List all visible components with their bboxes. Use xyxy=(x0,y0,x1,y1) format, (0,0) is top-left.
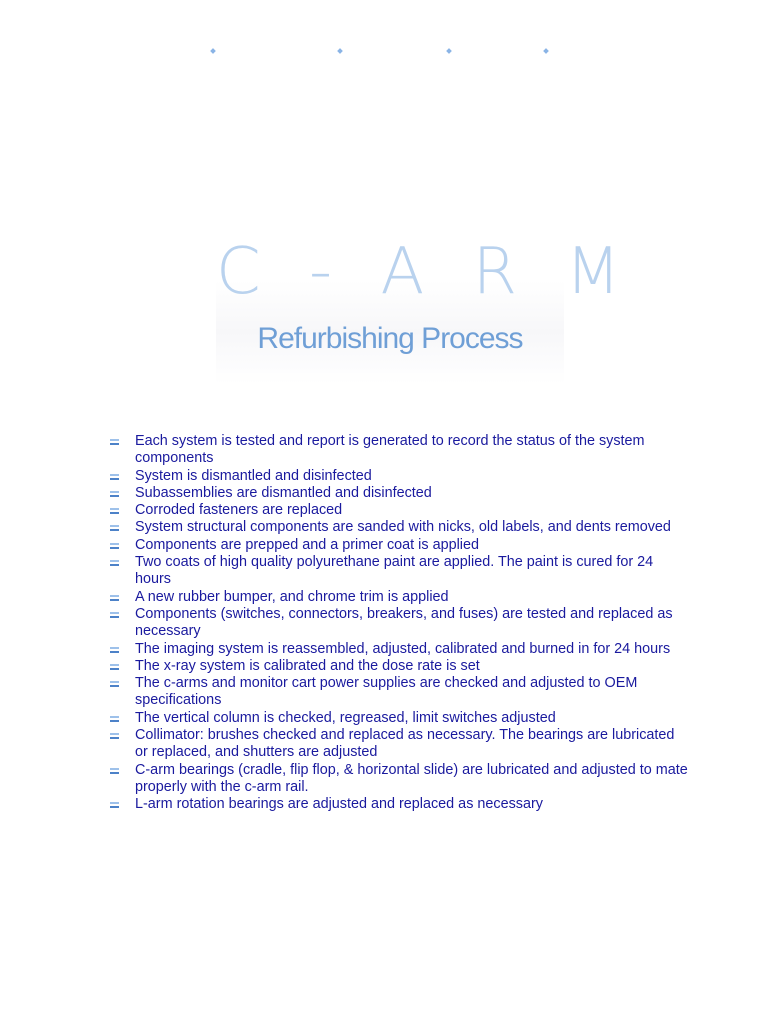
bullet-icon xyxy=(110,525,119,532)
process-step-text: System is dismantled and disinfected xyxy=(135,467,372,484)
process-step xyxy=(109,796,689,813)
process-step-text: C-arm bearings (cradle, flip flop, & horizontal slide) are lubricated and adjusted to mate properly with the c-arm rail. xyxy=(135,761,688,795)
process-step xyxy=(109,675,689,710)
process-step-text: Subassemblies are dismantled and disinfected xyxy=(135,484,432,501)
banner-subtitle: Refurbishing Process xyxy=(257,322,523,355)
process-step-text: The c-arms and monitor cart power supplies are checked and adjusted to OEM specifications xyxy=(135,675,638,709)
process-step xyxy=(109,727,689,762)
process-step-text: The x-ray system is calibrated and the dose rate is set xyxy=(135,657,480,674)
banner-title: C - A R M xyxy=(216,235,635,309)
process-step-text: Corroded fasteners are replaced xyxy=(135,502,343,519)
bullet-icon xyxy=(110,664,119,671)
process-step-text: Components are prepped and a primer coat is applied xyxy=(135,536,479,553)
bullet-icon xyxy=(110,612,119,619)
process-step xyxy=(109,537,689,554)
title-banner xyxy=(216,235,635,384)
decorative-dot xyxy=(446,48,452,54)
process-step xyxy=(109,502,689,519)
process-step xyxy=(109,433,689,468)
process-step-text: Components (switches, connectors, breakers, and fuses) are tested and replaced as necessary xyxy=(135,605,673,640)
process-step-text: Two coats of high quality polyurethane paint are applied. The paint is cured for 24 hours xyxy=(135,554,654,588)
bullet-icon xyxy=(110,543,119,550)
process-step xyxy=(109,589,689,606)
bullet-icon xyxy=(110,647,119,654)
process-step xyxy=(109,606,689,641)
bullet-icon xyxy=(110,439,119,446)
process-step xyxy=(109,641,689,658)
bullet-icon xyxy=(110,716,119,723)
process-step xyxy=(109,710,689,727)
process-step xyxy=(109,485,689,502)
decorative-dot xyxy=(210,48,216,54)
bullet-icon xyxy=(110,491,119,498)
bullet-icon xyxy=(110,681,119,688)
decorative-dot xyxy=(337,48,343,54)
process-step-text: The imaging system is reassembled, adjusted, calibrated and burned in for 24 hours xyxy=(135,640,671,657)
bullet-icon xyxy=(110,802,119,809)
process-step xyxy=(109,554,689,589)
bullet-icon xyxy=(110,595,119,602)
bullet-icon xyxy=(110,768,119,775)
process-step-text: L-arm rotation bearings are adjusted and replaced as necessary xyxy=(135,796,543,813)
process-step xyxy=(109,762,689,797)
process-step-list xyxy=(109,433,689,814)
process-step-text: System structural components are sanded with nicks, old labels, and dents removed xyxy=(135,519,671,536)
process-step-text: Collimator: brushes checked and replaced as necessary. The bearings are lubricated or replaced, and shutters are adjusted xyxy=(135,727,675,761)
bullet-icon xyxy=(110,733,119,740)
decorative-dot xyxy=(543,48,549,54)
process-step-text: The vertical column is checked, regreased, limit switches adjusted xyxy=(135,709,556,726)
bullet-icon xyxy=(110,474,119,481)
process-step-text: A new rubber bumper, and chrome trim is applied xyxy=(135,588,449,605)
process-step xyxy=(109,519,689,536)
bullet-icon xyxy=(110,560,119,567)
process-step-text: Each system is tested and report is generated to record the status of the system components xyxy=(135,433,645,467)
process-step xyxy=(109,468,689,485)
bullet-icon xyxy=(110,508,119,515)
process-step xyxy=(109,658,689,675)
